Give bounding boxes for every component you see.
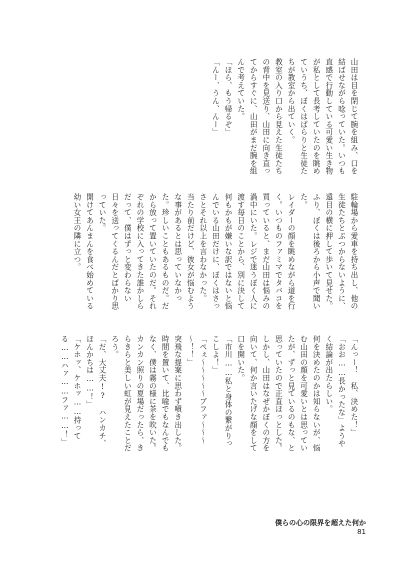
paragraph: 山田は目を閉じて腕を組み、口を結ばせながら唸っていた。いつも直感で行動している可愛い生き物が私として長考していたのを眺めていうち、ぼくはぱらりと生徒たちが教室から出ていく。 bbox=[287, 58, 359, 175]
dialogue-line: 「市川……私と身体の繋がりっこしよ！」 bbox=[211, 335, 234, 448]
running-footer-title: 僕らの心の限界を超えた何か bbox=[275, 519, 366, 527]
dialogue-line: 「んー、うん、んー」 bbox=[211, 58, 221, 136]
paragraph: 何を決めたのかは知らないが、悩む山田の顔を可愛いとは思っていたが、ずっと見ているのもな、と思っていたので正直ほっとした。 bbox=[274, 335, 322, 452]
text-block-tier-2 bbox=[38, 193, 360, 313]
paragraph: 当たり前だけど、彼女が悩むような事があるとは思っていなかった。珍しいこともあるものだ。だから放って置いていたのだ。それぞれの学校に入ってきた誰かしらだって、僕はずっと変わらない日々を送ってくるんだとばかり思っていた。 bbox=[98, 193, 196, 310]
text-block-tier-3 bbox=[38, 335, 360, 455]
paragraph: しかし、山田はなぜかぼくの方を向いて、何か言いたげな顔をして口を開いた。 bbox=[236, 335, 271, 452]
dialogue-line: 「ケホッ、ケホッ……持ってる……ハァ……ファ……！」 bbox=[60, 335, 82, 446]
dialogue-line: 「ぺぇ～～～～～ブファ～～～～！！」 bbox=[186, 335, 208, 445]
paragraph: 教室の入り口から見えた生徒たちの背中を見送り、山田に向き直ってからすぐに、山田がまだ腕を組んで考えていた。 bbox=[236, 58, 284, 175]
dialogue-line: 「ほら、もう帰るぞ」 bbox=[224, 58, 234, 136]
paragraph: レイダーの顔を眺めながら道を行く。いつものファミマでタバコを買っていると、まだ山田は悩みの渦中にいた。レジで迷うぼく人に渡す毎日のことから、別に決して何もかもが嫌いな訳ではないと悩んでいる山田だけに、ぼくはさっさとそれ以上を言わなかった。 bbox=[198, 193, 297, 310]
page-number: 81 bbox=[357, 528, 366, 536]
text-block-tier-1 bbox=[124, 58, 360, 178]
paragraph: 駐輪場から愛車を持ち出し、他の生徒たちとぶつからないように、遠目の横に押して歩いて見せた。ふり、ぼくは後ろから小声で聞いた。 bbox=[299, 193, 359, 310]
paragraph: 「おお……長かったな」ようやく結論が出たらしい。 bbox=[324, 335, 347, 448]
paragraph: 開けてあんまんを食べ始めている幼い女王の隣に立つ。 bbox=[72, 193, 95, 310]
dialogue-line: 「だ、大丈夫!? ハンカチ、ほんかちは……！」 bbox=[85, 335, 108, 448]
dialogue-line: 「んっー！ 私、決めた！」 bbox=[350, 335, 359, 437]
paragraph: 突飛な提案に思わず噴き出した。時間を置いて、比喩でもなんでもなく、僕は霧の様に茶を吹いた。カンカン照りの夏場だったら、きらきらと美しい虹が見えたことだろう。 bbox=[110, 335, 183, 452]
